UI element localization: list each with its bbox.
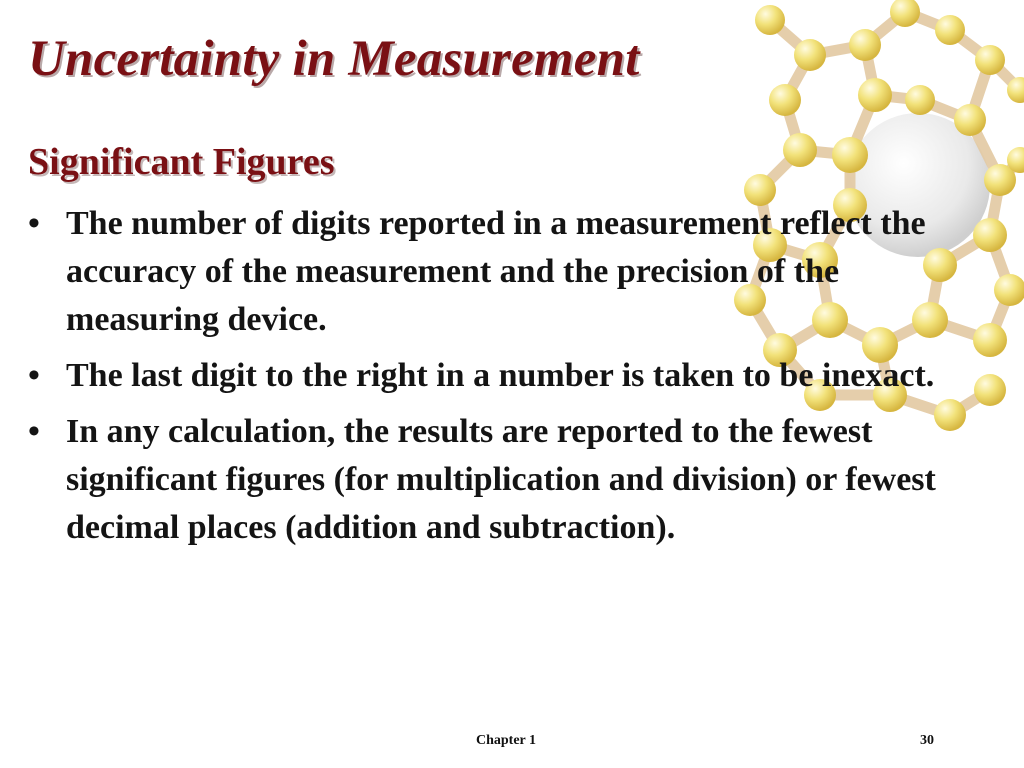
bullet-icon: •: [28, 205, 40, 242]
bullet-text: The number of digits reported in a measurement reflect the accuracy of the measurement and the precision of the measuring device.: [66, 205, 926, 338]
section-heading: Significant Figures: [28, 141, 335, 183]
bullet-item: [28, 408, 958, 552]
bullet-icon: •: [28, 413, 40, 450]
bullet-text: The last digit to the right in a number is taken to be inexact.: [66, 357, 935, 394]
slide-title: Uncertainty in Measurement: [28, 31, 640, 87]
bullet-icon: •: [28, 357, 40, 394]
bullet-item: [28, 352, 958, 400]
bullet-text: In any calculation, the results are reported to the fewest significant figures (for multiplication and division) or fewest decimal places (addition and subtraction).: [66, 413, 936, 546]
bullet-list: [28, 200, 958, 560]
footer-chapter: Chapter 1: [476, 733, 537, 748]
bullet-item: [28, 200, 958, 344]
page-number: 30: [920, 733, 934, 748]
